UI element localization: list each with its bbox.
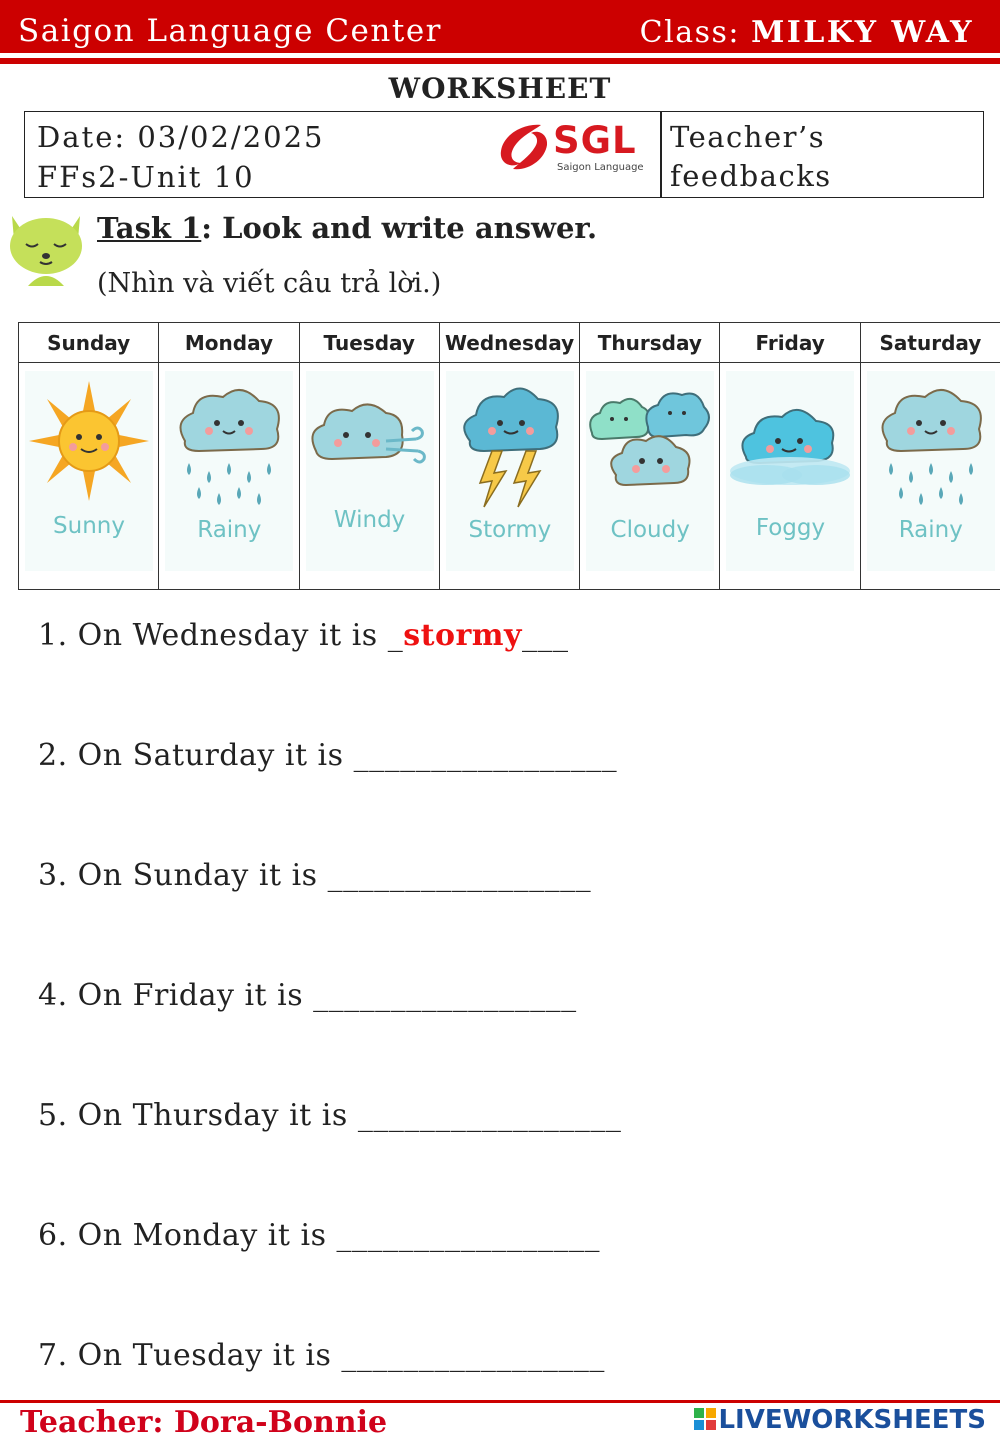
answer-blank[interactable]: _________________ (353, 738, 618, 773)
weather-column-monday (159, 323, 299, 589)
unit-text: FFs2-Unit 10 (37, 160, 255, 194)
day-label: Monday (159, 323, 298, 363)
weather-table (18, 322, 1000, 590)
task-number: Task 1 (97, 211, 202, 245)
weather-label: Cloudy (610, 517, 690, 543)
teacher-feedback (670, 118, 832, 196)
liveworksheets-logo (694, 1405, 986, 1435)
weather-label: Rainy (898, 517, 963, 543)
question-6 (38, 1218, 600, 1253)
wind-cloud-icon (306, 371, 434, 521)
info-divider (660, 112, 662, 197)
cat-mascot-icon (4, 206, 88, 288)
answer-blank[interactable]: _________________ (336, 1218, 601, 1253)
weather-picture (306, 371, 434, 571)
weather-column-tuesday (300, 323, 440, 589)
info-box (24, 111, 984, 198)
weather-column-sunday (19, 323, 159, 589)
question-number: 5. (38, 1098, 68, 1133)
header-divider (0, 58, 1000, 64)
sgl-logo (493, 117, 653, 177)
question-text: On Friday it is (77, 978, 314, 1013)
question-number: 4. (38, 978, 68, 1013)
brand-text: LIVEWORKSHEETS (718, 1405, 986, 1435)
weather-picture (726, 371, 854, 571)
task-title (97, 211, 597, 245)
question-2 (38, 738, 617, 773)
liveworksheets-icon (694, 1408, 716, 1430)
logo-text: SGL (553, 119, 637, 162)
weather-picture (446, 371, 574, 571)
question-number: 1. (38, 618, 68, 653)
feedback-line-1: Teacher’s (670, 120, 826, 154)
weather-picture (586, 371, 714, 571)
weather-label: Windy (333, 507, 406, 533)
logo-subtitle: Saigon Language (557, 162, 644, 173)
date-text: Date: 03/02/2025 (37, 120, 325, 154)
weather-label: Rainy (197, 517, 262, 543)
day-label: Tuesday (300, 323, 439, 363)
answer-blank-post: ___ (521, 618, 569, 653)
clouds-icon (586, 371, 714, 521)
sgl-swirl-icon (493, 117, 553, 177)
question-3 (38, 858, 591, 893)
day-label: Sunday (19, 323, 158, 363)
day-label: Wednesday (440, 323, 579, 363)
class-info (640, 15, 974, 50)
fog-cloud-icon (726, 371, 854, 521)
question-7 (38, 1338, 605, 1373)
rain-cloud-icon (867, 371, 995, 521)
weather-column-saturday (861, 323, 1000, 589)
weather-column-wednesday (440, 323, 580, 589)
weather-label: Stormy (468, 517, 552, 543)
question-5 (38, 1098, 621, 1133)
answer-blank[interactable]: _________________ (313, 978, 577, 1013)
footer-divider (0, 1400, 1000, 1403)
question-1 (38, 618, 568, 653)
answer-blank[interactable]: _________________ (341, 1338, 605, 1373)
sun-icon (25, 371, 153, 521)
weather-picture (867, 371, 995, 571)
question-text: On Saturday it is (77, 738, 354, 773)
class-label: Class: (639, 15, 741, 50)
question-number: 6. (38, 1218, 68, 1253)
question-number: 2. (38, 738, 68, 773)
question-text: On Tuesday it is (77, 1338, 342, 1373)
task-subtitle: (Nhìn và viết câu trả lời.) (97, 268, 442, 299)
day-label: Friday (720, 323, 859, 363)
feedback-line-2: feedbacks (670, 159, 832, 193)
question-number: 3. (38, 858, 68, 893)
rain-cloud-icon (165, 371, 293, 521)
weather-picture (165, 371, 293, 571)
worksheet-title: WORKSHEET (388, 72, 612, 105)
question-text: On Sunday it is (77, 858, 328, 893)
teacher-name: Teacher: Dora-Bonnie (20, 1405, 388, 1440)
question-number: 7. (38, 1338, 68, 1373)
day-label: Saturday (861, 323, 1000, 363)
question-text: On Wednesday it is (77, 618, 388, 653)
storm-cloud-icon (446, 371, 574, 521)
question-text: On Thursday it is (77, 1098, 358, 1133)
class-name: MILKY WAY (751, 15, 974, 50)
weather-column-thursday (580, 323, 720, 589)
answer-text[interactable]: stormy (403, 618, 522, 653)
center-name: Saigon Language Center (18, 13, 442, 49)
weather-label: Sunny (53, 513, 125, 539)
question-text: On Monday it is (77, 1218, 337, 1253)
answer-blank-pre: _ (387, 618, 404, 653)
question-4 (38, 978, 577, 1013)
weather-column-friday (720, 323, 860, 589)
answer-blank[interactable]: _________________ (327, 858, 592, 893)
weather-label: Foggy (755, 515, 826, 541)
task-instruction: : Look and write answer. (201, 211, 598, 245)
weather-picture (25, 371, 153, 571)
day-label: Thursday (580, 323, 719, 363)
answer-blank[interactable]: _________________ (357, 1098, 622, 1133)
